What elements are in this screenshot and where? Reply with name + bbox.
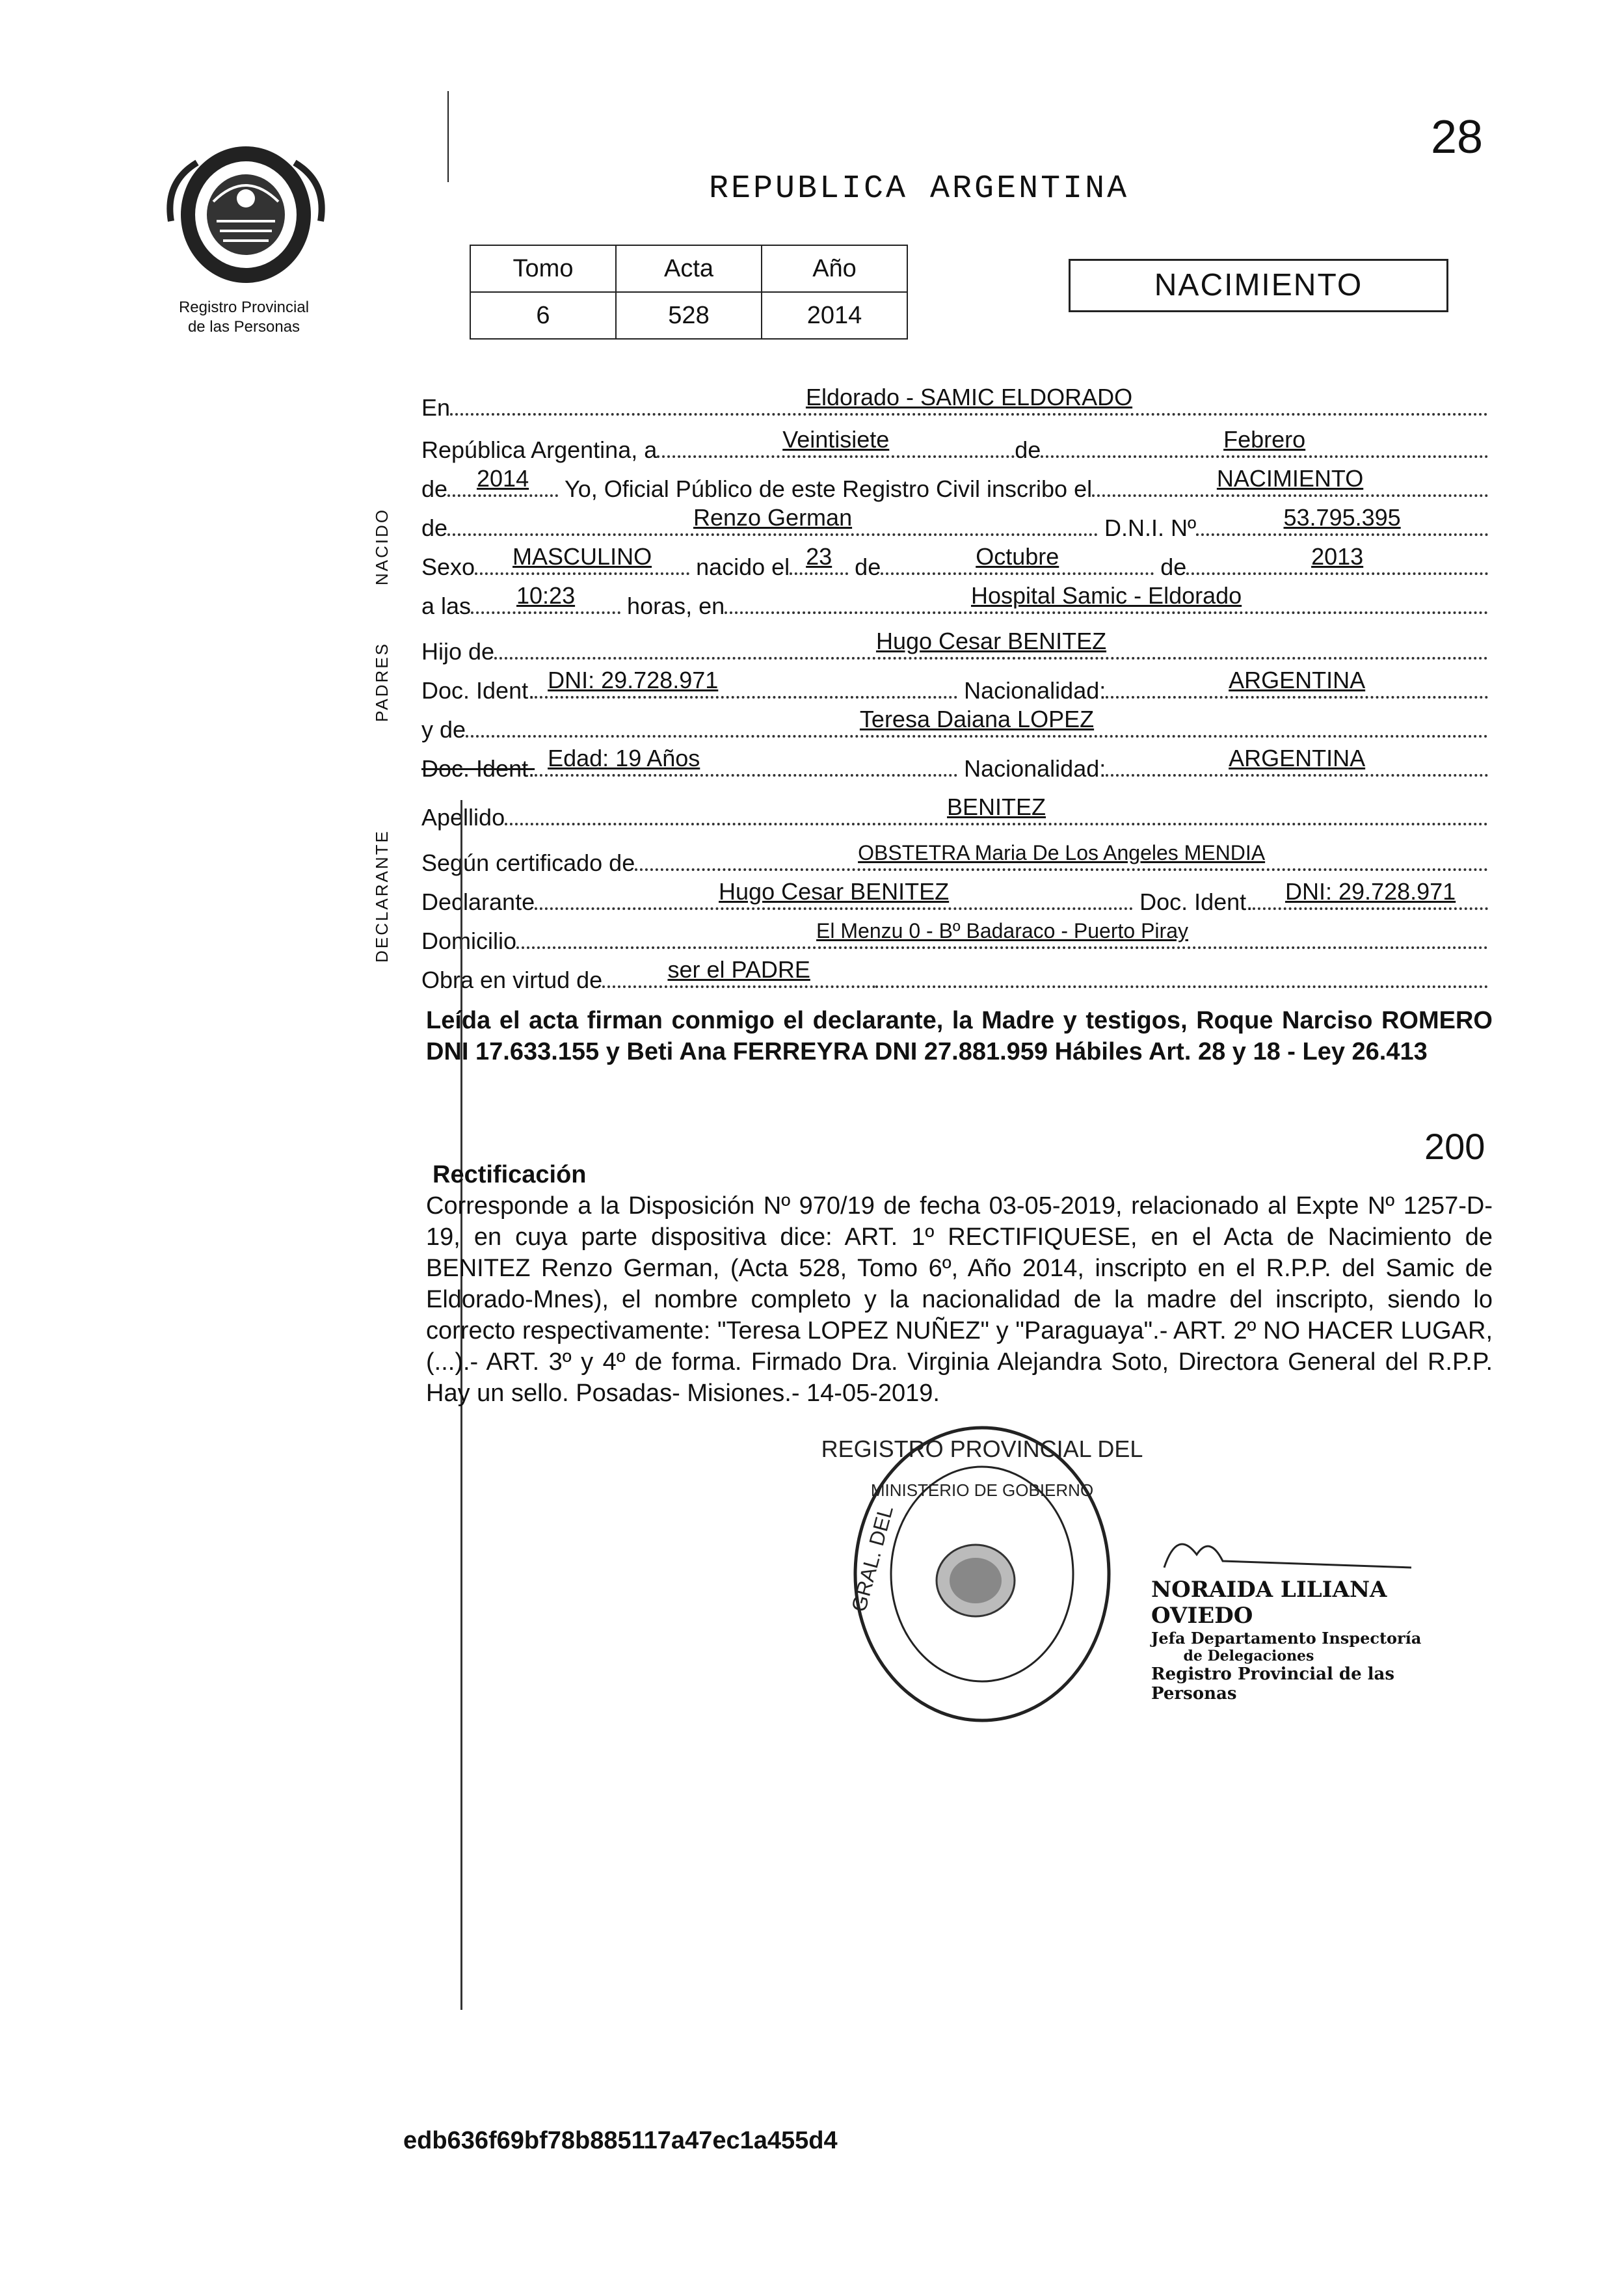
dni-label: D.N.I. Nº [1104, 514, 1197, 541]
page-number: 28 [1431, 111, 1484, 163]
row-domicilio [421, 920, 1488, 959]
month-value: Febrero [1223, 426, 1306, 453]
signer-name: NORAIDA LILIANA OVIEDO [1151, 1577, 1387, 1629]
docident3-label: Doc. Ident. [1139, 889, 1253, 915]
de2-label: de [421, 514, 448, 541]
obra-value: ser el PADRE [667, 956, 810, 983]
birth-year: 2013 [1311, 543, 1364, 570]
father-doc: DNI: 29.728.971 [548, 667, 719, 693]
obra-label: Obra en virtud de [421, 967, 603, 993]
divider [447, 91, 449, 182]
nac2-label: Nacionalidad: [964, 755, 1106, 782]
segun-label: Según certificado de [421, 849, 635, 876]
declarante-doc: DNI: 29.728.971 [1285, 878, 1456, 905]
alas-label: a las [421, 593, 472, 619]
signer-line3: Registro Provincial de las Personas [1151, 1664, 1395, 1704]
registro-label [130, 298, 358, 337]
domicilio-value: El Menzu 0 - Bº Badaraco - Puerto Piray [816, 919, 1188, 942]
apellido-value: BENITEZ [947, 794, 1046, 820]
row-mother-doc [421, 745, 1488, 787]
rectification-number: 200 [1424, 1126, 1485, 1167]
mother-doc: Edad: 19 Años [548, 745, 700, 771]
de-label: de [1015, 436, 1041, 463]
nac-label: Nacionalidad: [964, 677, 1106, 704]
side-label-declarante: DECLARANTE [372, 829, 392, 963]
hijo-label: Hijo de [421, 638, 495, 665]
inscribe-value: NACIMIENTO [1216, 465, 1364, 492]
sexo-value: MASCULINO [512, 543, 652, 570]
side-label-nacido: NACIDO [372, 507, 392, 585]
mother-nat: ARGENTINA [1229, 745, 1366, 771]
ano-header: Año [762, 245, 907, 292]
horas-label: horas, en [627, 593, 725, 619]
docident2-label: Doc. Ident. [421, 755, 535, 782]
oficial-text: Yo, Oficial Público de este Registro Civil inscribo el [565, 475, 1093, 502]
birth-month: Octubre [976, 543, 1059, 570]
declarante-label: Declarante [421, 889, 535, 915]
stamp-left-text: GRAL. DEL [846, 1503, 898, 1614]
apellido-label: Apellido [421, 804, 505, 831]
document-title: REPUBLICA ARGENTINA [709, 170, 1130, 207]
document-hash: edb636f69bf78b885117a47ec1a455d4 [403, 2127, 838, 2154]
seal-line-1: Registro Provincial [178, 299, 310, 316]
hour-value: 10:23 [516, 582, 576, 609]
row-obra [421, 956, 1488, 998]
name-value: Renzo German [693, 504, 853, 531]
tomo-value: 6 [470, 292, 616, 339]
acta-header: Acta [616, 245, 762, 292]
stamp-inner-text: MINISTERIO DE GOBIERNO [870, 1480, 1094, 1500]
de3-label: de [855, 554, 881, 580]
tomo-acta-ano-table [470, 245, 908, 340]
row-hora [421, 582, 1488, 624]
en-value: Eldorado - SAMIC ELDORADO [805, 384, 1133, 410]
official-stamp-icon [821, 1418, 1143, 1730]
signature-scribble-icon [1151, 1529, 1424, 1574]
rectification-body: Corresponde a la Disposición Nº 970/19 de fecha 03-05-2019, relacionado al Expte Nº 1257-D-19, en cuya parte dispositiva dice: ART. 1º RECTIFIQUESE, en el Acta de Nacimiento de BENITEZ Renzo German, (Acta 528, Tomo 6º, Año 2014, inscripto en el R.P.P. del Samic de Eldorado-Mnes), el nombre completo y la nacionalidad de la madre del inscripto, siendo lo correcto respectivamente: "Teresa LOPEZ NUÑEZ" y "Paraguaya".- ART. 2º NO HACER LUGAR, (...).- ART. 3º y 4º de forma. Firmado Dra. Virginia Alejandra Soto, Directora General del R.P.P. Hay un sello. Posadas- Misiones.- 14-05-2019. [426, 1192, 1493, 1407]
act-type-box: NACIMIENTO [1069, 259, 1448, 312]
ano-value: 2014 [762, 292, 907, 339]
row-apellido [421, 794, 1488, 836]
mother-value: Teresa Daiana LOPEZ [859, 706, 1095, 732]
signer-line1: Jefa Departamento Inspectoría [1151, 1629, 1422, 1648]
acta-value: 528 [616, 292, 762, 339]
segun-value: OBSTETRA Maria De Los Angeles MENDIA [858, 841, 1266, 864]
dni-value: 53.795.395 [1283, 504, 1401, 531]
misiones-seal-icon [158, 143, 334, 286]
closing-text: Leída el acta firman conmigo el declarante, la Madre y testigos, Roque Narciso ROMERO DNI 17.633.155 y Beti Ana FERREYRA DNI 27.881.959 Hábiles Art. 28 y 18 - Ley 26.413 [426, 1007, 1493, 1065]
declarante-value: Hugo Cesar BENITEZ [719, 878, 950, 905]
domicilio-label: Domicilio [421, 928, 517, 954]
en-label: En [421, 394, 451, 421]
nacido-label: nacido el [696, 554, 790, 580]
side-label-padres: PADRES [372, 642, 392, 722]
republica-label: República Argentina, a [421, 436, 658, 463]
signer-line2: de Delegaciones [1183, 1648, 1314, 1664]
birth-day: 23 [806, 543, 832, 570]
year-prefix: de [421, 475, 448, 502]
father-value: Hugo Cesar BENITEZ [875, 628, 1107, 654]
day-value: Veintisiete [782, 426, 890, 453]
seal-line-2: de las Personas [187, 318, 300, 336]
rectification-title: Rectificación [433, 1161, 587, 1188]
docident-label: Doc. Ident. [421, 677, 535, 704]
place-value: Hospital Samic - Eldorado [970, 582, 1242, 609]
yde-label: y de [421, 716, 466, 743]
stamp-outer-text: REGISTRO PROVINCIAL DEL [821, 1436, 1143, 1462]
sexo-label: Sexo [421, 554, 475, 580]
father-nat: ARGENTINA [1229, 667, 1366, 693]
signature-block [1151, 1529, 1424, 1704]
year-value: 2014 [477, 465, 529, 492]
de4-label: de [1160, 554, 1187, 580]
tomo-header: Tomo [470, 245, 616, 292]
